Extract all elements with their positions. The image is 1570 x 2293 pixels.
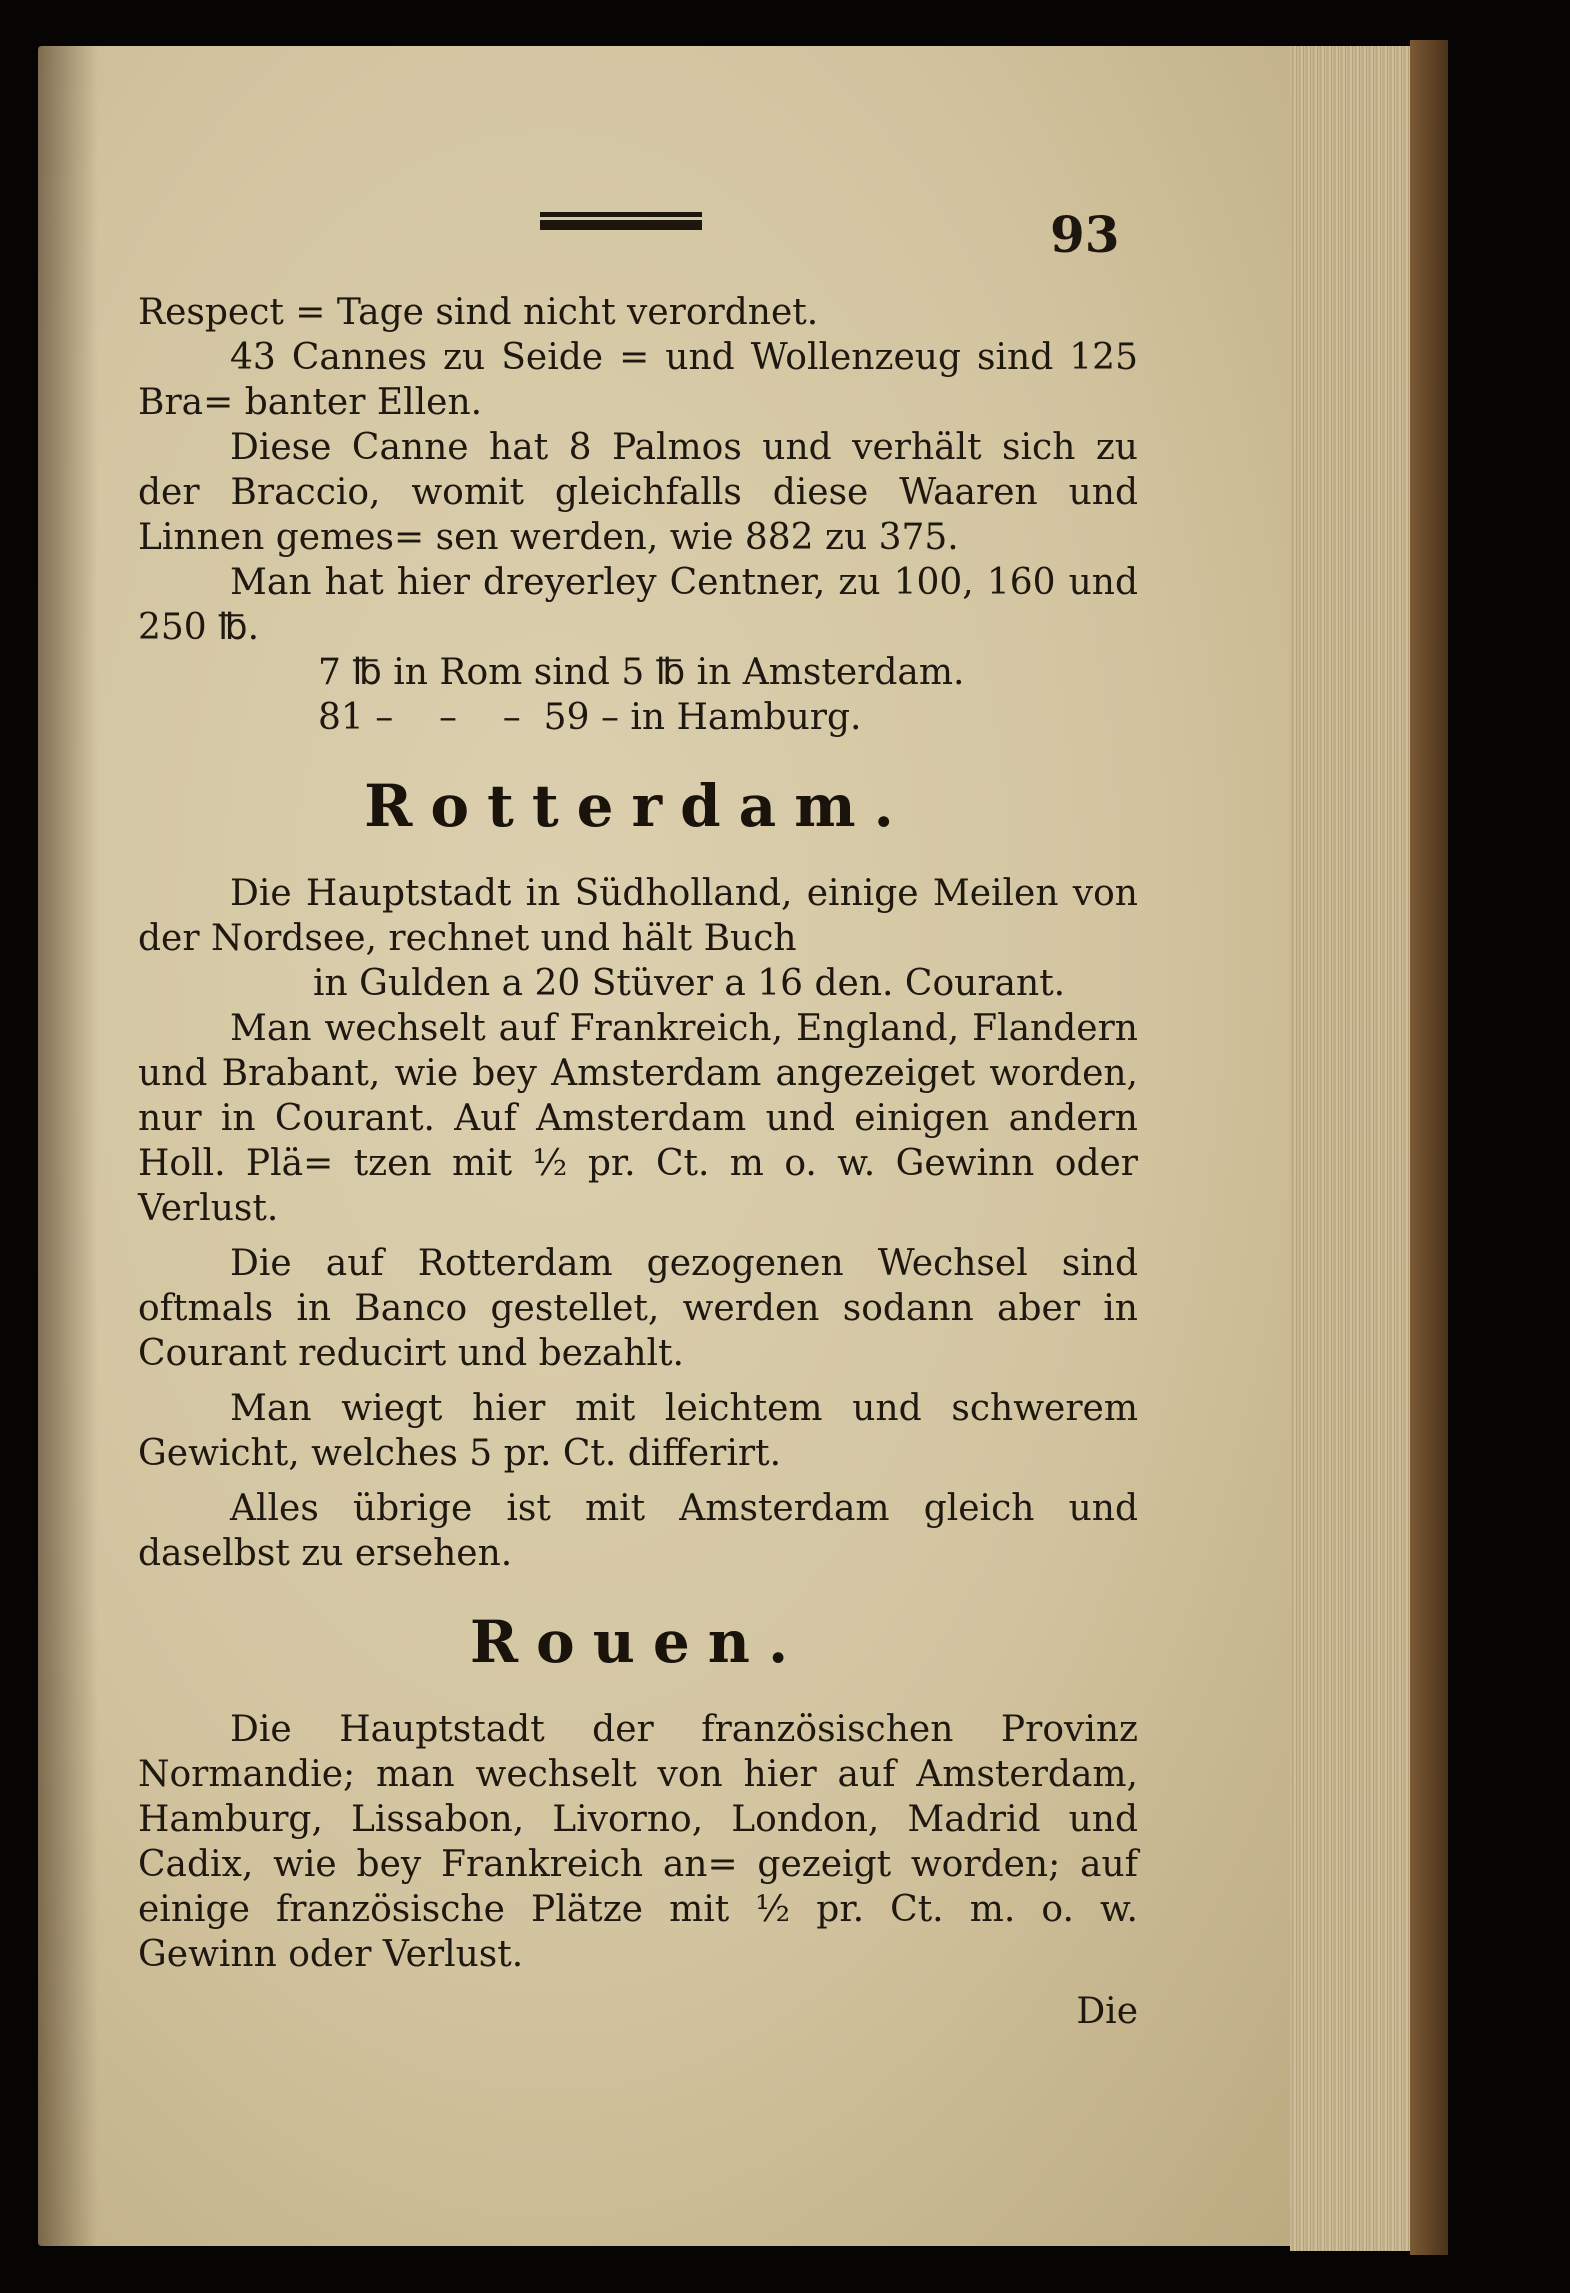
section-heading-rotterdam: Rotterdam.	[364, 772, 912, 840]
spine-shadow	[38, 46, 98, 2246]
page-text	[138, 290, 1138, 2034]
paragraph: Respect = Tage sind nicht verordnet.	[138, 292, 819, 333]
paragraph: Die Hauptstadt in Südholland, einige Meilen von der Nordsee, rechnet und hält Buch	[138, 873, 1138, 959]
section-heading-rouen: Rouen.	[469, 1608, 807, 1676]
paragraph: Alles übrige ist mit Amsterdam gleich und daselbst zu ersehen.	[138, 1488, 1138, 1574]
weight-line-rome: 7 ℔ in Rom sind 5 ℔ in Amsterdam.	[318, 652, 965, 693]
paragraph: Man wiegt hier mit leichtem und schwerem Gewicht, welches 5 pr. Ct. differirt.	[138, 1388, 1138, 1474]
paragraph: Man wechselt auf Frankreich, England, Flandern und Brabant, wie bey Amsterdam angezeiget worden, nur in Courant. Auf Amsterdam und einigen andern Holl. Plä= tzen mit ½ pr. Ct. m o. w. Gewinn oder Verlust.	[138, 1008, 1138, 1229]
weight-table	[318, 650, 1138, 740]
paragraph: Die auf Rotterdam gezogenen Wechsel sind oftmals in Banco gestellet, werden sodann aber in Courant reducirt und bezahlt.	[138, 1243, 1138, 1374]
paragraph: Die Hauptstadt der französischen Provinz Normandie; man wechselt von hier auf Amsterdam, Hamburg, Lissabon, Livorno, London, Madrid und Cadix, wie bey Frankreich an= gezeigt worden; auf einige französische Plätze mit ½ pr. Ct. m. o. w. Gewinn oder Verlust.	[138, 1709, 1138, 1975]
weight-line-hamburg: 81 – – – 59 – in Hamburg.	[318, 697, 862, 738]
paragraph: Diese Canne hat 8 Palmos und verhält sich zu der Braccio, womit gleichfalls diese Waaren und Linnen gemes= sen werden, wie 882 zu 375.	[138, 427, 1138, 558]
catchword: Die	[1076, 1991, 1138, 2032]
paragraph: 43 Cannes zu Seide = und Wollenzeug sind 125 Bra= banter Ellen.	[138, 337, 1138, 423]
page-edges	[1290, 46, 1413, 2251]
header-rule	[540, 212, 702, 230]
book-cover-edge	[1410, 40, 1448, 2255]
currency-line: in Gulden a 20 Stüver a 16 den. Courant.	[313, 963, 1066, 1004]
paragraph: Man hat hier dreyerley Centner, zu 100, 160 und 250 ℔.	[138, 562, 1138, 648]
page-number: 93	[1050, 205, 1120, 264]
